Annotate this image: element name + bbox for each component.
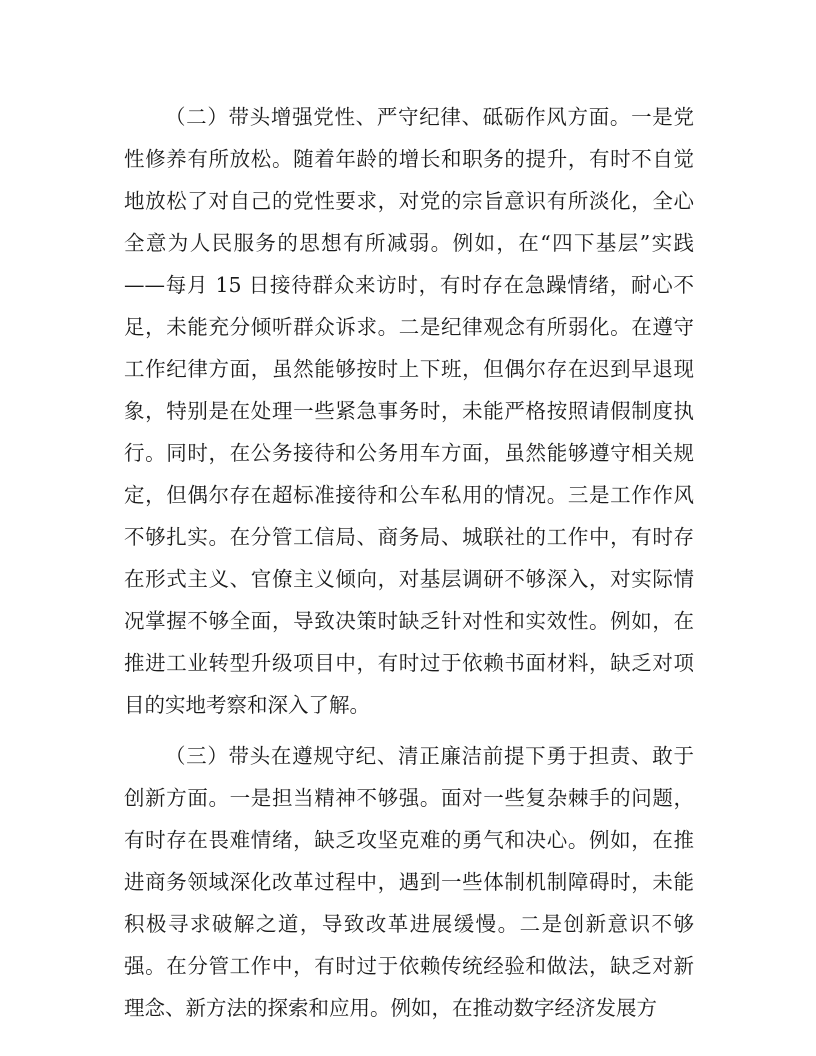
paragraph-section-3: （三）带头在遵规守纪、清正廉洁前提下勇于担责、敢于创新方面。一是担当精神不够强。面对一些复杂棘手的问题，有时存在畏难情绪，缺乏攻坚克难的勇气和决心。例如，在推进商务领域深化改革过程中，遇到一些体制机制障碍时，未能积极寻求破解之道，导致改革进展缓慢。二是创新意识不够强。在分管工作中，有时过于依赖传统经验和做法，缺乏对新理念、新方法的探索和应用。例如，在推动数字经济发展方 xyxy=(124,744,694,1020)
paragraph-section-2: （二）带头增强党性、严守纪律、砥砺作风方面。一是党性修养有所放松。随着年龄的增长和职务的提升，有时不自觉地放松了对自己的党性要求，对党的宗旨意识有所淡化，全心全意为人民服务的思想有所减弱。例如，在“四下基层”实践——每月 15 日接待群众来访时，有时存在急躁情绪，耐心不足，未能充分倾听群众诉求。二是纪律观念有所弱化。在遵守工作纪律方面，虽然能够按时上下班，但偶尔存在迟到早退现象，特别是在处理一些紧急事务时，未能严格按照请假制度执行。同时，在公务接待和公务用车方面，虽然能够遵守相关规定，但偶尔存在超标准接待和公车私用的情况。三是工作作风不够扎实。在分管工信局、商务局、城联社的工作中，有时存在形式主义、官僚主义倾向，对基层调研不够深入，对实际情况掌握不够全面，导致决策时缺乏针对性和实效性。例如，在推进工业转型升级项目中，有时过于依赖书面材料，缺乏对项目的实地考察和深入了解。 xyxy=(124,105,694,717)
document-body xyxy=(124,96,694,1038)
